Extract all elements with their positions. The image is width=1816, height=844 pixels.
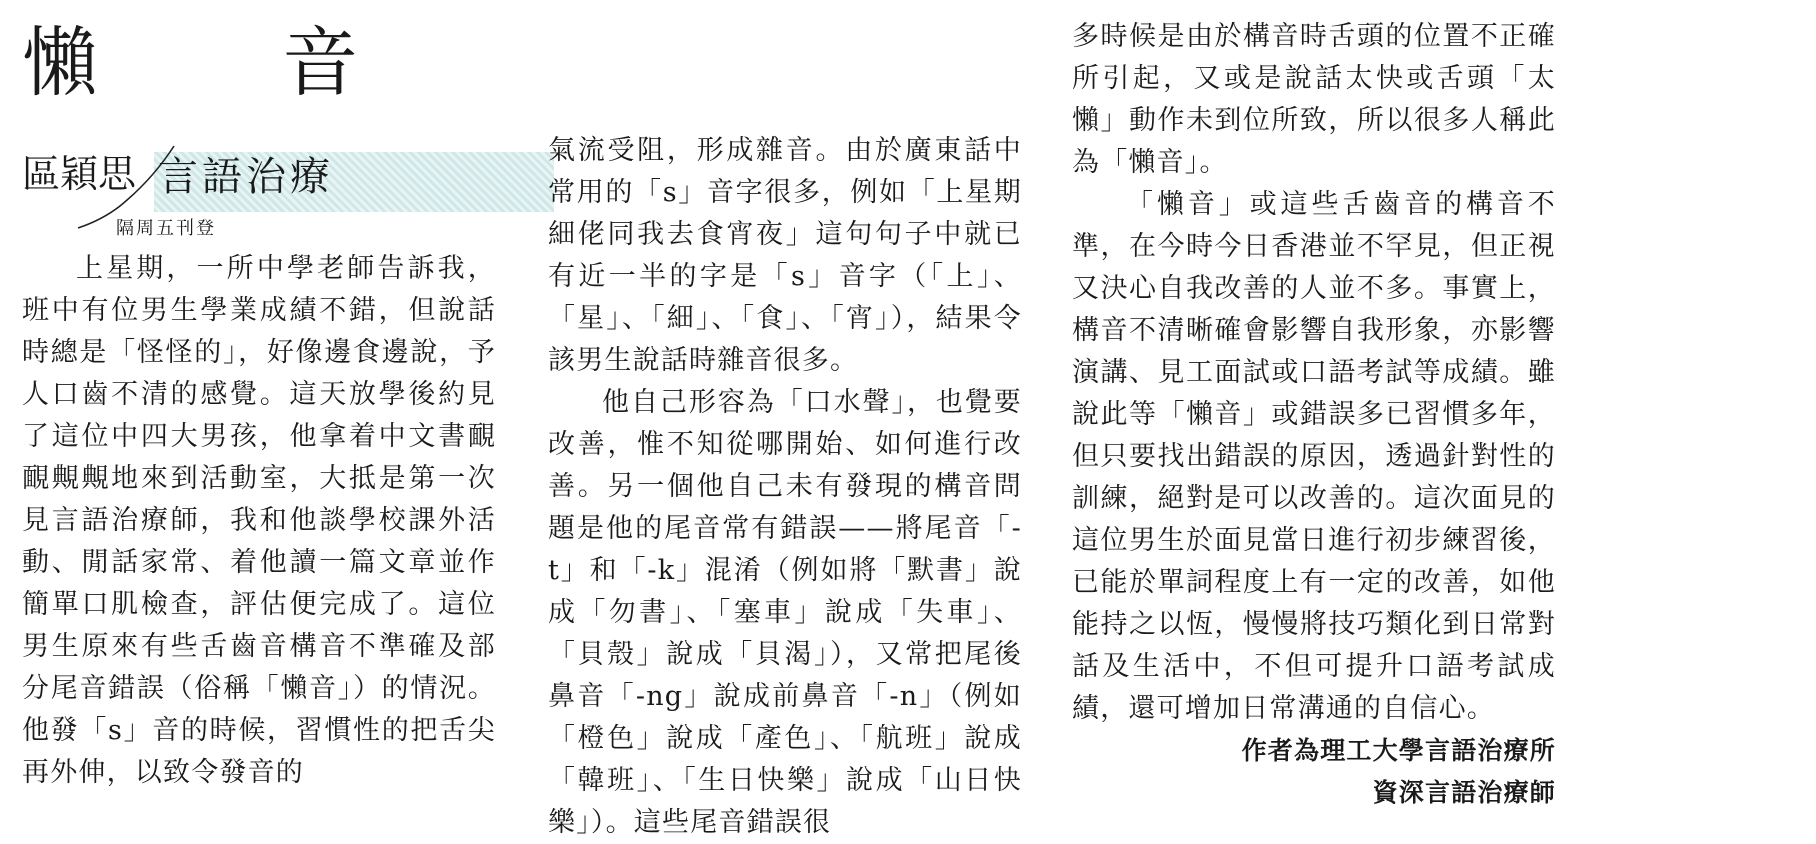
author-credit-line: 資深言語治療師 [1372, 778, 1556, 807]
column-name: 言語治療 [158, 154, 334, 200]
text-column-2 [548, 130, 1022, 844]
paragraph: 多時候是由於構音時舌頭的位置不正確所引起，又或是說話太快或舌頭「太懶」動作未到位所致，所以很多人稱此為「懶音」。 [1072, 21, 1556, 178]
paragraph: 「懶音」或這些舌齒音的構音不準，在今時今日香港並不罕見，但正視又決心自我改善的人並不多。事實上，構音不清晰確會影響自我形象，亦影響演講、見工面試或口語考試等成績。雖說此等「懶音」或錯誤多已習慣多年，但只要找出錯誤的原因，透過針對性的訓練，絕對是可以改善的。這次面見的這位男生於面見當日進行初步練習後，已能於單詞程度上有一定的改善，如他能持之以恆，慢慢將技巧類化到日常對話及生活中，不但可提升口語考試成績，還可增加日常溝通的自信心。 [1072, 189, 1556, 724]
author-name: 區穎思 [22, 152, 137, 196]
text-column-3 [1072, 16, 1556, 814]
paragraph: 他自己形容為「口水聲」，也覺要改善，惟不知從哪開始、如何進行改善。另一個他自己未有發現的構音問題是他的尾音常有錯誤——將尾音「-t」和「-k」混淆（例如將「默書」說成「勿書」、「塞車」說成「失車」、「貝殼」說成「貝渴」），又常把尾後鼻音「-ng」說成前鼻音「-n」（例如「橙色」說成「產色」、「航班」說成「韓班」、「生日快樂」說成「山日快樂」）。這些尾音錯誤很 [548, 387, 1022, 838]
author-credit-line: 作者為理工大學言語治療所 [1241, 736, 1556, 765]
paragraph: 上星期，一所中學老師告訴我，班中有位男生學業成績不錯，但說話時總是「怪怪的」，好像邊食邊說，予人口齒不清的感覺。這天放學後約見了這位中四大男孩，他拿着中文書靦靦覥覥地來到活動室，大抵是第一次見言語治療師，我和他談學校課外活動、閒話家常、着他讀一篇文章並作簡單口肌檢查，評估便完成了。這位男生原來有些舌齒音構音不準確及部分尾音錯誤（俗稱「懶音」）的情況。他發「s」音的時候，習慣性的把舌尖再外伸，以致令發音的 [22, 253, 496, 788]
publish-schedule: 隔周五刊登 [116, 218, 216, 239]
article-title: 懶 音 [22, 18, 439, 107]
text-column-1 [22, 248, 496, 794]
byline [16, 140, 536, 240]
paragraph: 氣流受阻，形成雜音。由於廣東話中常用的「s」音字很多，例如「上星期細佬同我去食宵夜」這句句子中就已有近一半的字是「s」音字（「上」、「星」、「細」、「食」、「宵」），結果令該男生說話時雜音很多。 [548, 135, 1022, 376]
